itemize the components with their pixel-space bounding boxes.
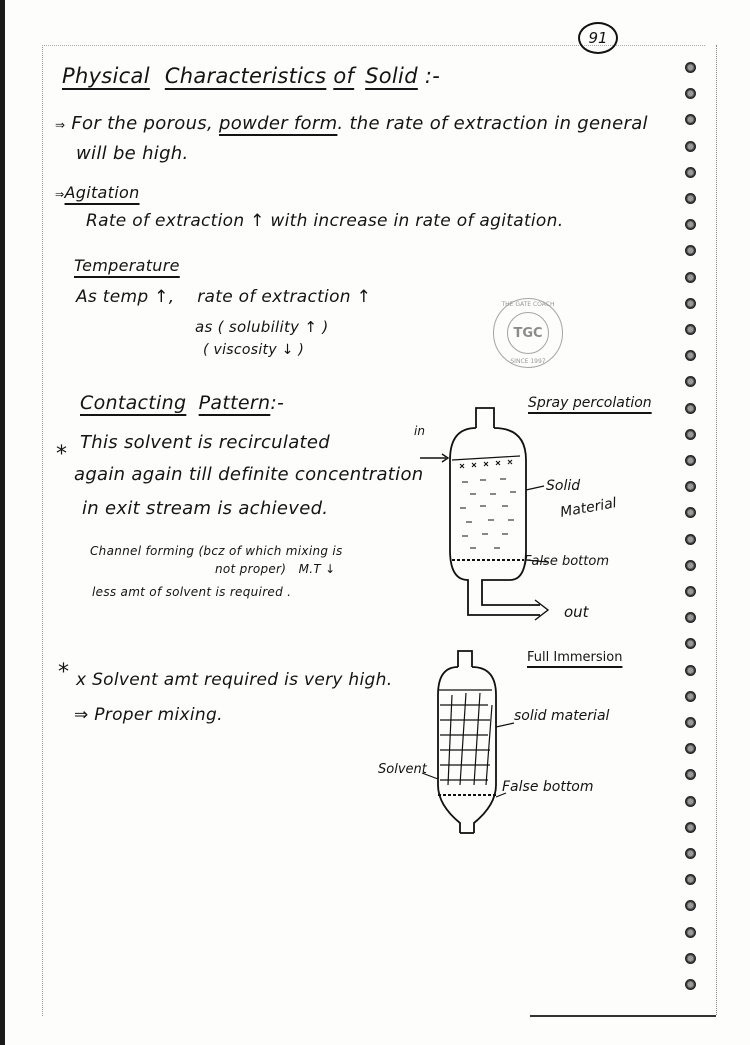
temperature-line1: As temp ↑, rate of extraction ↑ — [76, 287, 372, 307]
immersion-bullet: * — [58, 660, 70, 685]
binder-hole-icon — [685, 717, 696, 728]
binder-hole-icon — [685, 691, 696, 702]
stamp-top-text: THE GATE COACH — [501, 301, 555, 308]
text: . the rate of extraction in general — [337, 113, 648, 134]
title-word: Physical — [62, 64, 150, 88]
immersion-line1: x Solvent amt required is very high. — [76, 670, 393, 690]
title-word: Characteristics — [164, 64, 327, 88]
spray-material-label: Material — [559, 495, 618, 521]
spray-note1: Channel forming (bcz of which mixing is — [90, 544, 343, 558]
stamp-bottom-text: SINCE 1997 — [510, 358, 546, 365]
spray-bullet: * — [56, 442, 68, 467]
coaching-stamp — [493, 298, 563, 368]
spray-line1: This solvent is recirculated — [80, 432, 330, 453]
title-word: of — [333, 64, 355, 88]
contacting-heading — [80, 392, 284, 414]
scan-edge — [0, 0, 5, 1045]
temperature-line2: as ( solubility ↑ ) — [195, 318, 329, 336]
note-porous-line2: will be high. — [76, 143, 189, 164]
diagram-title: Full Immersion — [527, 650, 623, 665]
page-number-text: 91 — [588, 29, 608, 47]
title-suffix: :- — [270, 392, 285, 414]
binder-hole-icon — [685, 979, 696, 990]
binder-hole-icon — [685, 324, 696, 335]
binder-hole-icon — [685, 167, 696, 178]
text: For the porous, — [71, 113, 213, 134]
spray-line2: again again till definite concentration — [74, 464, 424, 485]
full-immersion-title — [527, 650, 622, 665]
spray-percolation-diagram — [410, 400, 670, 630]
right-margin-line — [716, 45, 719, 1015]
immersion-false-bottom-label: False bottom — [502, 779, 594, 795]
spray-out-label: out — [564, 603, 589, 621]
arrow-bullet-icon: ⇒ — [55, 188, 65, 201]
binder-hole-icon — [685, 403, 696, 414]
underlined-text: powder form — [219, 113, 338, 134]
spray-in-label: in — [414, 424, 425, 438]
immersion-solvent-label: Solvent — [378, 762, 427, 777]
spray-note2: not proper) M.T ↓ — [215, 562, 336, 576]
spray-line3: in exit stream is achieved. — [82, 498, 329, 519]
section-title: Agitation — [64, 183, 140, 202]
binder-hole-icon — [685, 953, 696, 964]
arrow-bullet-icon: ⇒ — [55, 118, 66, 132]
binder-hole-icon — [685, 586, 696, 597]
binder-hole-icon — [685, 62, 696, 73]
binder-hole-icon — [685, 141, 696, 152]
agitation-text: Rate of extraction ↑ with increase in rate of agitation. — [86, 211, 564, 231]
spray-false-bottom-label: False bottom — [524, 554, 609, 569]
title-suffix: :- — [424, 64, 441, 88]
binder-hole-icon — [685, 848, 696, 859]
spray-solid-label: Solid — [546, 478, 581, 494]
temperature-line3: ( viscosity ↓ ) — [203, 342, 305, 358]
binder-hole-icon — [685, 298, 696, 309]
binder-hole-icon — [685, 455, 696, 466]
binder-hole-icon — [685, 429, 696, 440]
binder-hole-icon — [685, 560, 696, 571]
title-word: Pattern — [198, 392, 271, 414]
page-number — [578, 22, 618, 54]
binder-hole-icon — [685, 796, 696, 807]
binder-hole-icon — [685, 193, 696, 204]
full-immersion-diagram — [430, 645, 550, 835]
spray-note3: less amt of solvent is required . — [92, 585, 292, 599]
binder-hole-icon — [685, 665, 696, 676]
temperature-heading: Temperature — [74, 256, 180, 275]
agitation-heading — [55, 183, 140, 202]
diagram-title: Spray percolation — [528, 395, 652, 411]
page-title — [62, 64, 440, 88]
binder-hole-icon — [685, 272, 696, 283]
page-bottom-line — [530, 1015, 716, 1017]
binder-hole-icon — [685, 534, 696, 545]
immersion-line2: ⇒ Proper mixing. — [74, 705, 223, 725]
binder-hole-icon — [685, 822, 696, 833]
spray-percolation-title — [528, 395, 652, 411]
title-word: Contacting — [80, 392, 187, 414]
immersion-solid-label: solid material — [514, 708, 610, 724]
note-porous-line1 — [55, 113, 648, 134]
binder-hole-icon — [685, 927, 696, 938]
title-word: Solid — [365, 64, 418, 88]
stamp-logo: TGC — [507, 312, 549, 354]
